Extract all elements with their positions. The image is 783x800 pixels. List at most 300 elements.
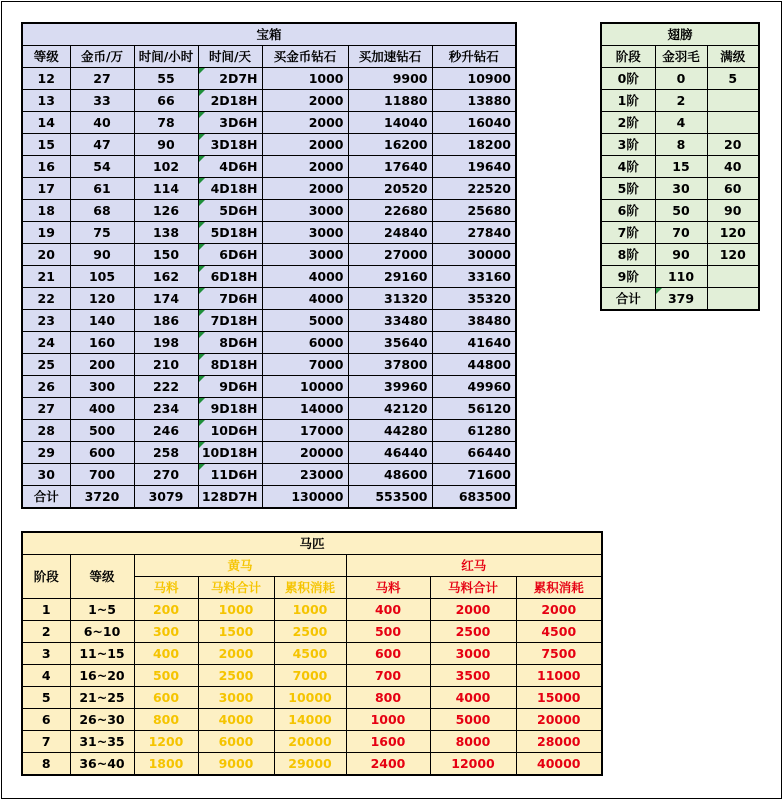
treasure-cell: 7D18H <box>198 310 262 332</box>
horse-cell: 1000 <box>198 599 274 621</box>
table-row <box>22 178 516 200</box>
table-row <box>601 68 759 90</box>
treasure-cell: 160 <box>70 332 134 354</box>
treasure-cell: 2000 <box>262 156 348 178</box>
treasure-cell: 13880 <box>432 90 516 112</box>
horse-cell: 1500 <box>198 621 274 643</box>
horse-cell: 26~30 <box>70 709 134 731</box>
horse-cell: 8000 <box>430 731 516 753</box>
treasure-total-cell: 683500 <box>432 486 516 509</box>
horse-cell: 2500 <box>198 665 274 687</box>
treasure-cell: 174 <box>134 288 198 310</box>
treasure-cell: 2000 <box>262 178 348 200</box>
wings-cell: 3阶 <box>601 134 655 156</box>
treasure-cell: 66440 <box>432 442 516 464</box>
wings-cell <box>707 112 759 134</box>
wings-header-cell: 阶段 <box>601 46 655 68</box>
horse-title: 马匹 <box>22 532 602 555</box>
treasure-cell: 2000 <box>262 112 348 134</box>
table-row <box>22 310 516 332</box>
horse-cell: 3000 <box>430 643 516 665</box>
treasure-cell: 14 <box>22 112 70 134</box>
wings-header-cell: 满级 <box>707 46 759 68</box>
treasure-cell: 78 <box>134 112 198 134</box>
table-row <box>22 376 516 398</box>
horse-cell: 3 <box>22 643 70 665</box>
horse-cell: 800 <box>134 709 198 731</box>
treasure-cell: 71600 <box>432 464 516 486</box>
treasure-cell: 21 <box>22 266 70 288</box>
wings-cell: 8 <box>655 134 707 156</box>
treasure-cell: 27000 <box>348 244 432 266</box>
treasure-cell: 1000 <box>262 68 348 90</box>
treasure-cell: 24840 <box>348 222 432 244</box>
treasure-cell: 3D6H <box>198 112 262 134</box>
wings-cell: 70 <box>655 222 707 244</box>
table-row <box>22 420 516 442</box>
treasure-cell: 400 <box>70 398 134 420</box>
treasure-header-cell: 等级 <box>22 46 70 68</box>
wings-cell: 7阶 <box>601 222 655 244</box>
treasure-cell: 2000 <box>262 134 348 156</box>
treasure-cell: 35640 <box>348 332 432 354</box>
horse-cell: 1 <box>22 599 70 621</box>
treasure-cell: 26 <box>22 376 70 398</box>
wings-cell: 40 <box>707 156 759 178</box>
horse-cell: 10000 <box>274 687 346 709</box>
wings-total-cell: 379 <box>655 288 707 311</box>
treasure-cell: 198 <box>134 332 198 354</box>
treasure-cell: 38480 <box>432 310 516 332</box>
treasure-cell: 162 <box>134 266 198 288</box>
horse-cell: 3000 <box>198 687 274 709</box>
horse-cell: 1200 <box>134 731 198 753</box>
wings-cell <box>707 90 759 112</box>
treasure-header-cell: 时间/小时 <box>134 46 198 68</box>
horse-subheader-cell: 马料 <box>346 577 430 599</box>
wings-cell: 2阶 <box>601 112 655 134</box>
treasure-cell: 2D18H <box>198 90 262 112</box>
table-row <box>22 112 516 134</box>
wings-cell: 4阶 <box>601 156 655 178</box>
horse-cell: 400 <box>346 599 430 621</box>
treasure-cell: 39960 <box>348 376 432 398</box>
treasure-cell: 37800 <box>348 354 432 376</box>
treasure-cell: 22 <box>22 288 70 310</box>
horse-cell: 7 <box>22 731 70 753</box>
table-row <box>601 90 759 112</box>
wings-cell: 60 <box>707 178 759 200</box>
table-row <box>22 134 516 156</box>
wings-cell: 9阶 <box>601 266 655 288</box>
table-row <box>22 398 516 420</box>
horse-cell: 16~20 <box>70 665 134 687</box>
treasure-cell: 8D18H <box>198 354 262 376</box>
treasure-cell: 42120 <box>348 398 432 420</box>
red-horse-header: 红马 <box>346 555 602 577</box>
wings-cell: 30 <box>655 178 707 200</box>
treasure-cell: 11880 <box>348 90 432 112</box>
table-row <box>22 599 602 621</box>
treasure-cell: 41640 <box>432 332 516 354</box>
horse-cell: 11~15 <box>70 643 134 665</box>
horse-subheader-cell: 马料合计 <box>198 577 274 599</box>
wings-cell: 5 <box>707 68 759 90</box>
horse-cell: 20000 <box>274 731 346 753</box>
treasure-cell: 20000 <box>262 442 348 464</box>
treasure-cell: 17 <box>22 178 70 200</box>
treasure-cell: 44280 <box>348 420 432 442</box>
horse-cell: 21~25 <box>70 687 134 709</box>
treasure-cell: 68 <box>70 200 134 222</box>
table-row <box>22 354 516 376</box>
horse-cell: 6~10 <box>70 621 134 643</box>
treasure-total-cell: 553500 <box>348 486 432 509</box>
treasure-cell: 186 <box>134 310 198 332</box>
treasure-cell: 12 <box>22 68 70 90</box>
table-row <box>22 266 516 288</box>
horse-cell: 3500 <box>430 665 516 687</box>
table-row <box>601 244 759 266</box>
table-row <box>601 200 759 222</box>
treasure-title: 宝箱 <box>22 23 516 46</box>
horse-table <box>21 531 603 776</box>
horse-cell: 8 <box>22 753 70 776</box>
treasure-cell: 11D6H <box>198 464 262 486</box>
table-row <box>22 68 516 90</box>
horse-cell: 15000 <box>516 687 602 709</box>
treasure-cell: 30000 <box>432 244 516 266</box>
wings-header-cell: 金羽毛 <box>655 46 707 68</box>
treasure-cell: 3000 <box>262 200 348 222</box>
wings-cell: 90 <box>655 244 707 266</box>
treasure-cell: 246 <box>134 420 198 442</box>
treasure-cell: 2000 <box>262 90 348 112</box>
treasure-cell: 48600 <box>348 464 432 486</box>
table-row <box>22 90 516 112</box>
horse-cell: 4 <box>22 665 70 687</box>
horse-stage-header: 阶段 <box>22 555 70 599</box>
horse-cell: 400 <box>134 643 198 665</box>
horse-cell: 700 <box>346 665 430 687</box>
horse-cell: 2000 <box>430 599 516 621</box>
wings-cell: 1阶 <box>601 90 655 112</box>
horse-cell: 28000 <box>516 731 602 753</box>
treasure-cell: 20 <box>22 244 70 266</box>
treasure-cell: 9D6H <box>198 376 262 398</box>
horse-cell: 500 <box>346 621 430 643</box>
treasure-cell: 4000 <box>262 266 348 288</box>
treasure-cell: 49960 <box>432 376 516 398</box>
treasure-cell: 16040 <box>432 112 516 134</box>
treasure-cell: 140 <box>70 310 134 332</box>
treasure-cell: 3D18H <box>198 134 262 156</box>
treasure-cell: 9D18H <box>198 398 262 420</box>
wings-total-cell <box>707 288 759 311</box>
treasure-cell: 10D18H <box>198 442 262 464</box>
treasure-cell: 14040 <box>348 112 432 134</box>
treasure-cell: 16 <box>22 156 70 178</box>
treasure-cell: 25680 <box>432 200 516 222</box>
wings-cell: 20 <box>707 134 759 156</box>
wings-table <box>600 22 760 311</box>
treasure-cell: 6D6H <box>198 244 262 266</box>
treasure-cell: 54 <box>70 156 134 178</box>
horse-cell: 6000 <box>198 731 274 753</box>
treasure-total-cell: 130000 <box>262 486 348 509</box>
treasure-header-cell: 金币/万 <box>70 46 134 68</box>
horse-cell: 12000 <box>430 753 516 776</box>
treasure-cell: 7000 <box>262 354 348 376</box>
wings-cell: 0阶 <box>601 68 655 90</box>
horse-cell: 7500 <box>516 643 602 665</box>
horse-cell: 600 <box>346 643 430 665</box>
treasure-cell: 5000 <box>262 310 348 332</box>
treasure-cell: 90 <box>70 244 134 266</box>
wings-cell: 110 <box>655 266 707 288</box>
treasure-cell: 61 <box>70 178 134 200</box>
treasure-cell: 29 <box>22 442 70 464</box>
table-row <box>22 200 516 222</box>
treasure-cell: 35320 <box>432 288 516 310</box>
wings-title: 翅膀 <box>601 23 759 46</box>
treasure-cell: 234 <box>134 398 198 420</box>
horse-cell: 1000 <box>274 599 346 621</box>
treasure-total-cell: 3720 <box>70 486 134 509</box>
treasure-cell: 20520 <box>348 178 432 200</box>
table-row <box>22 442 516 464</box>
treasure-cell: 4D18H <box>198 178 262 200</box>
treasure-cell: 138 <box>134 222 198 244</box>
wings-cell: 120 <box>707 222 759 244</box>
wings-cell: 5阶 <box>601 178 655 200</box>
horse-cell: 4500 <box>516 621 602 643</box>
treasure-cell: 102 <box>134 156 198 178</box>
wings-cell <box>707 266 759 288</box>
treasure-header-cell: 时间/天 <box>198 46 262 68</box>
table-row <box>22 753 602 776</box>
treasure-cell: 24 <box>22 332 70 354</box>
treasure-cell: 3000 <box>262 222 348 244</box>
treasure-cell: 5D6H <box>198 200 262 222</box>
treasure-cell: 300 <box>70 376 134 398</box>
table-row <box>601 156 759 178</box>
treasure-cell: 44800 <box>432 354 516 376</box>
horse-cell: 2000 <box>198 643 274 665</box>
treasure-cell: 4D6H <box>198 156 262 178</box>
treasure-cell: 270 <box>134 464 198 486</box>
table-row <box>22 244 516 266</box>
treasure-cell: 33480 <box>348 310 432 332</box>
horse-cell: 31~35 <box>70 731 134 753</box>
treasure-cell: 105 <box>70 266 134 288</box>
treasure-cell: 10900 <box>432 68 516 90</box>
treasure-cell: 222 <box>134 376 198 398</box>
horse-cell: 6 <box>22 709 70 731</box>
horse-cell: 1800 <box>134 753 198 776</box>
table-row <box>22 222 516 244</box>
treasure-cell: 150 <box>134 244 198 266</box>
table-row <box>22 621 602 643</box>
table-row <box>22 332 516 354</box>
horse-cell: 2500 <box>274 621 346 643</box>
horse-cell: 4000 <box>430 687 516 709</box>
table-row <box>601 266 759 288</box>
treasure-cell: 17640 <box>348 156 432 178</box>
horse-cell: 36~40 <box>70 753 134 776</box>
horse-cell: 14000 <box>274 709 346 731</box>
horse-cell: 1600 <box>346 731 430 753</box>
horse-subheader-cell: 马料合计 <box>430 577 516 599</box>
horse-cell: 29000 <box>274 753 346 776</box>
wings-total-cell: 合计 <box>601 288 655 311</box>
table-row <box>601 178 759 200</box>
treasure-cell: 10000 <box>262 376 348 398</box>
treasure-cell: 31320 <box>348 288 432 310</box>
treasure-cell: 7D6H <box>198 288 262 310</box>
treasure-cell: 56120 <box>432 398 516 420</box>
horse-subheader-cell: 累积消耗 <box>516 577 602 599</box>
treasure-cell: 2D7H <box>198 68 262 90</box>
wings-cell: 8阶 <box>601 244 655 266</box>
treasure-cell: 75 <box>70 222 134 244</box>
treasure-cell: 19640 <box>432 156 516 178</box>
table-row <box>22 709 602 731</box>
treasure-header-cell: 秒升钻石 <box>432 46 516 68</box>
table-row <box>22 665 602 687</box>
treasure-header-cell: 买金币钻石 <box>262 46 348 68</box>
wings-cell: 6阶 <box>601 200 655 222</box>
treasure-cell: 22680 <box>348 200 432 222</box>
treasure-cell: 23000 <box>262 464 348 486</box>
horse-cell: 200 <box>134 599 198 621</box>
treasure-cell: 114 <box>134 178 198 200</box>
treasure-cell: 4000 <box>262 288 348 310</box>
horse-cell: 9000 <box>198 753 274 776</box>
treasure-cell: 40 <box>70 112 134 134</box>
table-row <box>601 222 759 244</box>
treasure-cell: 17000 <box>262 420 348 442</box>
treasure-cell: 6000 <box>262 332 348 354</box>
table-row <box>22 464 516 486</box>
horse-cell: 1~5 <box>70 599 134 621</box>
horse-cell: 2500 <box>430 621 516 643</box>
horse-level-header: 等级 <box>70 555 134 599</box>
treasure-cell: 14000 <box>262 398 348 420</box>
treasure-cell: 9900 <box>348 68 432 90</box>
treasure-cell: 700 <box>70 464 134 486</box>
treasure-cell: 8D6H <box>198 332 262 354</box>
horse-cell: 7000 <box>274 665 346 687</box>
treasure-cell: 200 <box>70 354 134 376</box>
wings-cell: 90 <box>707 200 759 222</box>
table-row <box>22 687 602 709</box>
treasure-cell: 10D6H <box>198 420 262 442</box>
treasure-cell: 3000 <box>262 244 348 266</box>
treasure-cell: 500 <box>70 420 134 442</box>
treasure-cell: 27 <box>70 68 134 90</box>
treasure-cell: 210 <box>134 354 198 376</box>
treasure-cell: 16200 <box>348 134 432 156</box>
wings-total-row <box>601 288 759 311</box>
treasure-cell: 46440 <box>348 442 432 464</box>
horse-cell: 600 <box>134 687 198 709</box>
treasure-total-cell: 合计 <box>22 486 70 509</box>
treasure-total-cell: 3079 <box>134 486 198 509</box>
table-row <box>601 134 759 156</box>
treasure-cell: 33 <box>70 90 134 112</box>
horse-cell: 11000 <box>516 665 602 687</box>
treasure-cell: 28 <box>22 420 70 442</box>
treasure-cell: 30 <box>22 464 70 486</box>
horse-cell: 300 <box>134 621 198 643</box>
horse-cell: 4500 <box>274 643 346 665</box>
wings-cell: 2 <box>655 90 707 112</box>
treasure-cell: 90 <box>134 134 198 156</box>
wings-cell: 15 <box>655 156 707 178</box>
treasure-cell: 27840 <box>432 222 516 244</box>
horse-cell: 5 <box>22 687 70 709</box>
wings-cell: 4 <box>655 112 707 134</box>
treasure-cell: 120 <box>70 288 134 310</box>
horse-cell: 5000 <box>430 709 516 731</box>
treasure-cell: 23 <box>22 310 70 332</box>
treasure-cell: 15 <box>22 134 70 156</box>
treasure-cell: 6D18H <box>198 266 262 288</box>
treasure-cell: 18 <box>22 200 70 222</box>
treasure-cell: 18200 <box>432 134 516 156</box>
treasure-cell: 22520 <box>432 178 516 200</box>
treasure-cell: 47 <box>70 134 134 156</box>
horse-subheader-cell: 累积消耗 <box>274 577 346 599</box>
table-row <box>601 112 759 134</box>
yellow-horse-header: 黄马 <box>134 555 346 577</box>
table-row <box>22 643 602 665</box>
horse-cell: 2 <box>22 621 70 643</box>
treasure-cell: 5D18H <box>198 222 262 244</box>
table-row <box>22 731 602 753</box>
treasure-cell: 66 <box>134 90 198 112</box>
treasure-cell: 61280 <box>432 420 516 442</box>
horse-subheader-cell: 马料 <box>134 577 198 599</box>
treasure-cell: 600 <box>70 442 134 464</box>
treasure-cell: 29160 <box>348 266 432 288</box>
treasure-cell: 55 <box>134 68 198 90</box>
treasure-total-cell: 128D7H <box>198 486 262 509</box>
wings-cell: 120 <box>707 244 759 266</box>
treasure-table <box>21 22 517 509</box>
horse-cell: 800 <box>346 687 430 709</box>
horse-cell: 2000 <box>516 599 602 621</box>
horse-cell: 1000 <box>346 709 430 731</box>
treasure-cell: 258 <box>134 442 198 464</box>
treasure-total-row <box>22 486 516 509</box>
treasure-cell: 33160 <box>432 266 516 288</box>
treasure-cell: 19 <box>22 222 70 244</box>
horse-cell: 4000 <box>198 709 274 731</box>
treasure-cell: 27 <box>22 398 70 420</box>
treasure-cell: 25 <box>22 354 70 376</box>
table-row <box>22 156 516 178</box>
treasure-header-cell: 买加速钻石 <box>348 46 432 68</box>
horse-cell: 500 <box>134 665 198 687</box>
horse-cell: 20000 <box>516 709 602 731</box>
treasure-cell: 126 <box>134 200 198 222</box>
wings-cell: 0 <box>655 68 707 90</box>
horse-cell: 40000 <box>516 753 602 776</box>
table-row <box>22 288 516 310</box>
wings-cell: 50 <box>655 200 707 222</box>
